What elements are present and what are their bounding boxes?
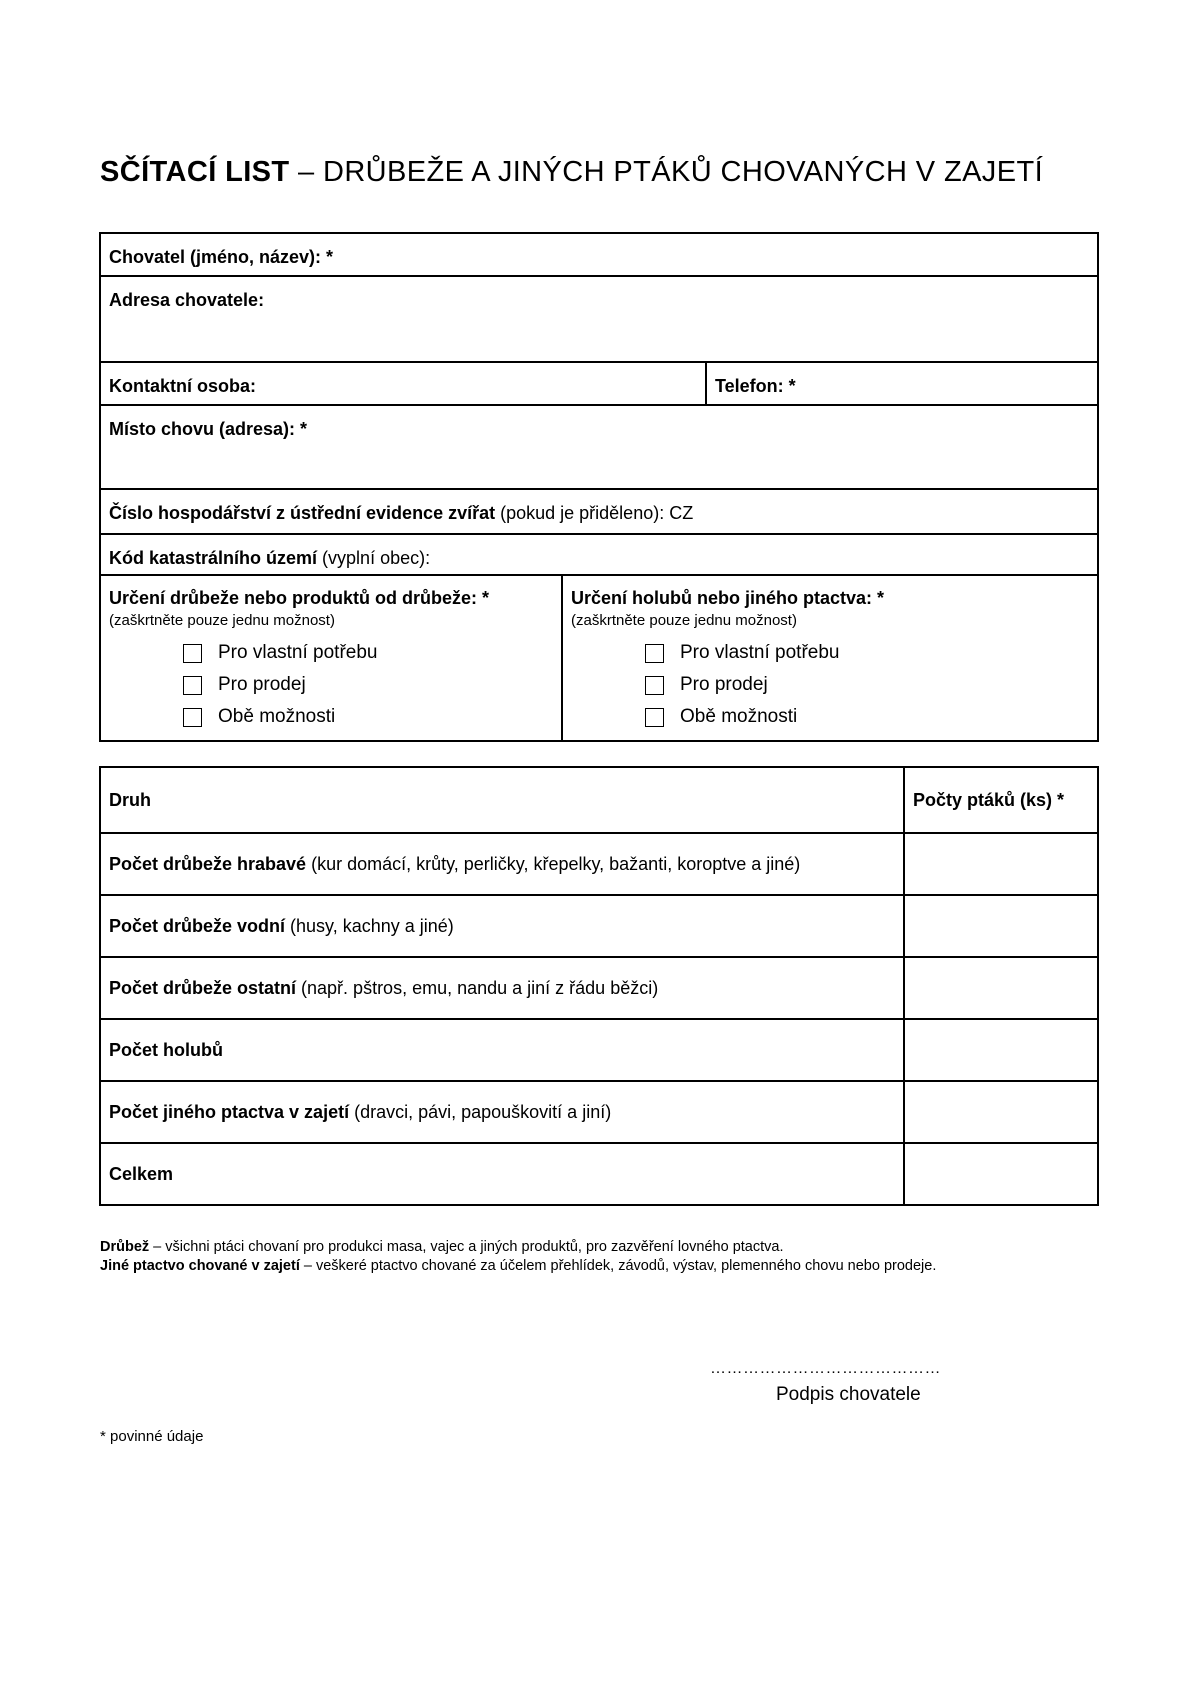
breeder-label: Chovatel (jméno, název): * — [109, 247, 334, 267]
count-input[interactable] — [904, 1143, 1098, 1205]
page-title — [100, 156, 1100, 189]
pigeon-purpose-hint: (zaškrtněte pouze jednu možnost) — [571, 612, 797, 629]
phone-label: Telefon: * — [715, 376, 796, 396]
cadastral-row[interactable] — [101, 535, 1097, 576]
pigeon-option-sale[interactable]: Pro prodej — [645, 674, 768, 696]
purpose-row — [101, 576, 1097, 740]
pigeon-purpose-section — [563, 576, 1097, 740]
breeder-row[interactable] — [101, 234, 1097, 277]
checkbox[interactable] — [645, 708, 664, 727]
contact-label: Kontaktní osoba: — [109, 376, 256, 396]
poultry-option-sale[interactable]: Pro prodej — [183, 674, 306, 696]
required-footnote: * povinné údaje — [100, 1428, 204, 1445]
pigeon-option-both[interactable]: Obě možnosti — [645, 706, 797, 728]
header-kind: Druh — [100, 767, 904, 833]
row-label: Počet drůbeže ostatní (např. pštros, emu, nandu a jiní z řádu běžci) — [100, 957, 904, 1019]
count-input[interactable] — [904, 957, 1098, 1019]
count-input[interactable] — [904, 1019, 1098, 1081]
title-bold: SČÍTACÍ LIST — [100, 156, 290, 188]
checkbox[interactable] — [183, 708, 202, 727]
row-label: Počet drůbeže vodní (husy, kachny a jiné) — [100, 895, 904, 957]
breeder-info-box — [99, 232, 1099, 742]
definitions-notes — [100, 1238, 936, 1276]
pigeon-purpose-heading: Určení holubů nebo jiného ptactva: * — [571, 588, 885, 608]
poultry-purpose-section — [101, 576, 563, 740]
table-row — [100, 957, 1098, 1019]
table-row — [100, 1081, 1098, 1143]
contact-phone-row — [101, 363, 1097, 406]
count-input[interactable] — [904, 833, 1098, 895]
place-row[interactable] — [101, 406, 1097, 490]
phone-field[interactable] — [707, 363, 1097, 404]
note-captive-birds: Jiné ptactvo chované v zajetí – veškeré ptactvo chované za účelem přehlídek, závodů, výstav, plemenného chovu nebo prodeje. — [100, 1258, 937, 1274]
title-rest: – DRŮBEŽE A JINÝCH PTÁKŮ CHOVANÝCH V ZAJETÍ — [289, 156, 1044, 188]
signature-line[interactable]: …………………………………… — [710, 1360, 941, 1377]
row-label: Celkem — [100, 1143, 904, 1205]
poultry-purpose-heading: Určení drůbeže nebo produktů od drůbeže: * — [109, 588, 490, 608]
table-header-row — [100, 767, 1098, 833]
checkbox[interactable] — [183, 676, 202, 695]
checkbox[interactable] — [645, 644, 664, 663]
row-label: Počet holubů — [100, 1019, 904, 1081]
checkbox[interactable] — [645, 676, 664, 695]
bird-count-table — [99, 766, 1099, 1206]
count-input[interactable] — [904, 895, 1098, 957]
contact-field[interactable] — [101, 363, 707, 404]
checkbox[interactable] — [183, 644, 202, 663]
table-row — [100, 895, 1098, 957]
row-label: Počet drůbeže hrabavé (kur domácí, krůty, perličky, křepelky, bažanti, koroptve a jiné) — [100, 833, 904, 895]
pigeon-option-own-use[interactable]: Pro vlastní potřebu — [645, 642, 839, 664]
farm-number-row[interactable] — [101, 490, 1097, 535]
count-input[interactable] — [904, 1081, 1098, 1143]
table-row — [100, 833, 1098, 895]
note-poultry: Drůbež – všichni ptáci chovaní pro produkci masa, vajec a jiných produktů, pro zazvěření lovného ptactva. — [100, 1239, 784, 1255]
address-row[interactable] — [101, 277, 1097, 363]
header-count: Počty ptáků (ks) * — [904, 767, 1098, 833]
poultry-option-both[interactable]: Obě možnosti — [183, 706, 335, 728]
signature-label: Podpis chovatele — [776, 1384, 921, 1405]
farm-number-label: Číslo hospodářství z ústřední evidence zvířat (pokud je přiděleno): CZ — [109, 503, 694, 523]
address-label: Adresa chovatele: — [109, 290, 265, 310]
table-row — [100, 1019, 1098, 1081]
poultry-option-own-use[interactable]: Pro vlastní potřebu — [183, 642, 377, 664]
poultry-purpose-hint: (zaškrtněte pouze jednu možnost) — [109, 612, 335, 629]
place-label: Místo chovu (adresa): * — [109, 419, 308, 439]
cadastral-label: Kód katastrálního území (vyplní obec): — [109, 548, 431, 568]
row-label: Počet jiného ptactva v zajetí (dravci, pávi, papouškovití a jiní) — [100, 1081, 904, 1143]
table-row — [100, 1143, 1098, 1205]
